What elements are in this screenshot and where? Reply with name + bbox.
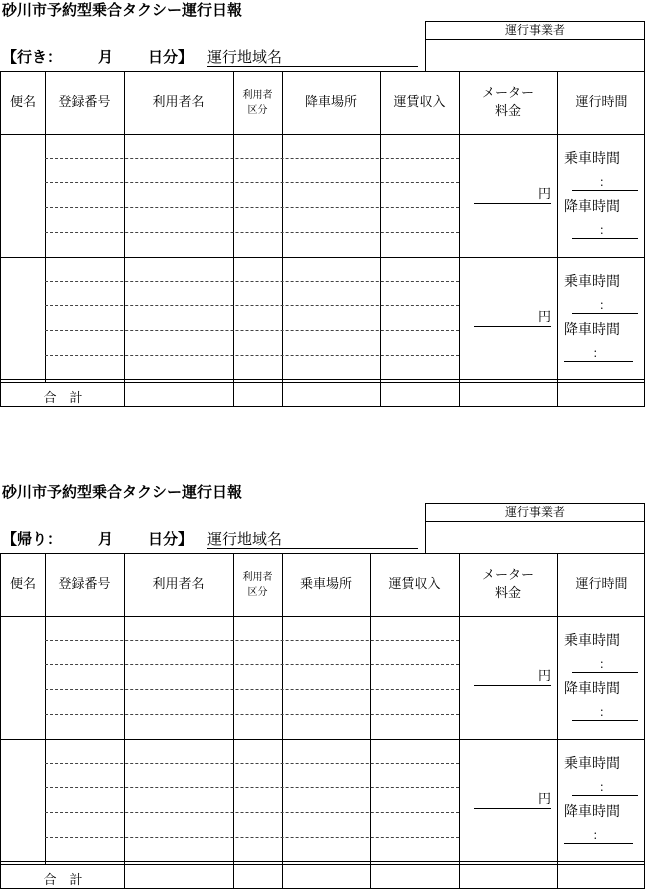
alighting-time-field[interactable]: ：	[572, 706, 638, 721]
col-header-user-category: 利用者 区分	[242, 90, 273, 116]
date-header	[2, 47, 202, 67]
group-divider	[1, 861, 644, 862]
alighting-time-field[interactable]: ：	[564, 829, 633, 844]
boarding-time-field[interactable]: ：	[572, 176, 638, 191]
report-table	[0, 553, 645, 889]
header-divider	[1, 616, 644, 617]
return-report-form	[0, 482, 645, 892]
alighting-time-label: 降車時間	[564, 681, 620, 697]
direction-label: 【行き：	[2, 48, 63, 66]
report-table	[0, 71, 645, 407]
col-header-user-name: 利用者名	[152, 95, 205, 110]
col-header-place: 降車場所	[304, 95, 357, 110]
col-header-fare: 運賃収入	[388, 577, 441, 592]
day-label: 日分】	[148, 530, 194, 548]
alighting-time-field[interactable]: ：	[572, 224, 638, 239]
total-label: 合 計	[43, 872, 83, 888]
col-header-user-name: 利用者名	[152, 577, 205, 592]
col-header-meter: メーター 料金	[481, 568, 534, 601]
boarding-time-label: 乗車時間	[564, 151, 620, 167]
col-header-trip: 便名	[9, 577, 36, 592]
entry-row-line	[45, 640, 459, 641]
report-title: 砂川市予約型乗合タクシー運行日報	[2, 483, 243, 501]
entry-row-line	[45, 812, 459, 813]
alighting-time-label: 降車時間	[564, 804, 620, 820]
group-divider	[1, 257, 644, 258]
entry-row-line	[45, 763, 459, 764]
col-header-trip: 便名	[9, 95, 36, 110]
alighting-time-label: 降車時間	[564, 322, 620, 338]
col-header-registration-no: 登録番号	[58, 95, 111, 110]
meter-fare-field[interactable]: 円	[474, 669, 551, 686]
col-header-place: 乗車場所	[299, 577, 352, 592]
entry-row-line	[45, 305, 459, 306]
boarding-time-field[interactable]: ：	[572, 299, 638, 314]
entry-row-line	[45, 355, 459, 356]
boarding-time-field[interactable]: ：	[572, 781, 638, 796]
operator-box[interactable]	[425, 21, 645, 72]
group-divider	[1, 739, 644, 740]
area-name-field[interactable]: 運行地域名	[207, 47, 418, 67]
entry-row-line	[45, 207, 459, 208]
total-label: 合 計	[43, 390, 83, 406]
boarding-time-label: 乗車時間	[564, 633, 620, 649]
area-name-field[interactable]: 運行地域名	[207, 529, 418, 549]
operator-box[interactable]	[425, 503, 645, 554]
boarding-time-label: 乗車時間	[564, 756, 620, 772]
entry-row-line	[45, 689, 459, 690]
header-divider	[1, 134, 644, 135]
meter-fare-field[interactable]: 円	[474, 187, 551, 204]
entry-row-line	[45, 664, 459, 665]
day-label: 日分】	[148, 48, 194, 66]
total-divider	[1, 382, 644, 383]
month-label: 月	[98, 48, 114, 66]
report-title: 砂川市予約型乗合タクシー運行日報	[2, 1, 243, 19]
col-header-time: 運行時間	[575, 95, 628, 110]
col-header-time: 運行時間	[575, 577, 628, 592]
entry-row-line	[45, 182, 459, 183]
entry-row-line	[45, 330, 459, 331]
operator-label: 運行事業者	[426, 22, 644, 40]
col-header-fare: 運賃収入	[393, 95, 446, 110]
boarding-time-field[interactable]: ：	[572, 658, 638, 673]
total-divider	[1, 864, 644, 865]
boarding-time-label: 乗車時間	[564, 274, 620, 290]
entry-row-line	[45, 281, 459, 282]
entry-row-line	[45, 787, 459, 788]
entry-row-line	[45, 714, 459, 715]
direction-label: 【帰り：	[2, 530, 63, 548]
entry-row-line	[45, 232, 459, 233]
col-header-meter: メーター 料金	[481, 86, 534, 119]
meter-fare-field[interactable]: 円	[474, 310, 551, 327]
col-header-registration-no: 登録番号	[58, 577, 111, 592]
operator-label: 運行事業者	[426, 504, 644, 522]
meter-fare-field[interactable]: 円	[474, 792, 551, 809]
alighting-time-label: 降車時間	[564, 199, 620, 215]
month-label: 月	[98, 530, 114, 548]
group-divider	[1, 379, 644, 380]
entry-row-line	[45, 158, 459, 159]
date-header	[2, 529, 202, 549]
entry-row-line	[45, 837, 459, 838]
outbound-report-form	[0, 0, 645, 410]
col-header-user-category: 利用者 区分	[242, 572, 273, 598]
alighting-time-field[interactable]: ：	[564, 347, 633, 362]
